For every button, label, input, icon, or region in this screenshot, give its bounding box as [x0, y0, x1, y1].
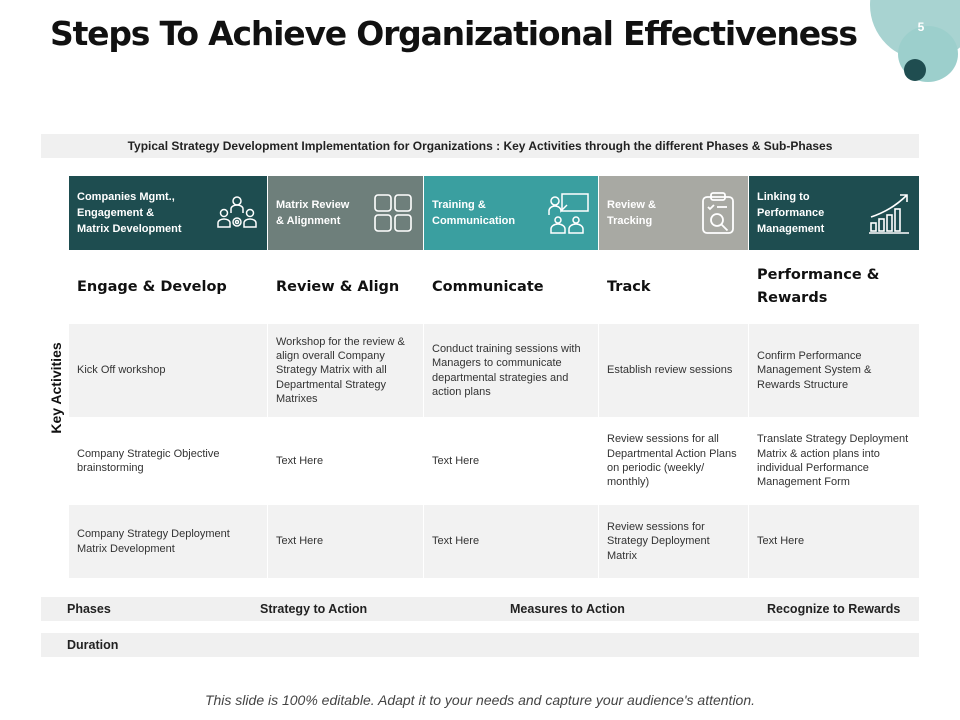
- growth-chart-icon: [867, 191, 911, 235]
- table-caption: Typical Strategy Development Implementation for Organizations : Key Activities through the different Phases & Sub-Phases: [41, 134, 919, 158]
- team-gear-icon: [215, 191, 259, 235]
- phase-header-row: [69, 176, 919, 250]
- table-cell: Confirm Performance Management System & Rewards Structure: [749, 324, 919, 417]
- phases-label: Phases: [67, 602, 111, 616]
- column-header: [599, 176, 749, 250]
- column-header: [424, 176, 599, 250]
- table-cell: Text Here: [424, 417, 599, 505]
- phase-item: Measures to Action: [510, 602, 625, 616]
- duration-bar: [41, 633, 919, 657]
- phase-label: Track: [599, 250, 749, 324]
- table-cell: Text Here: [268, 417, 424, 505]
- table-cell: Text Here: [268, 505, 424, 578]
- footer-note: This slide is 100% editable. Adapt it to your needs and capture your audience's attention.: [204, 692, 756, 708]
- column-header: [749, 176, 919, 250]
- corner-decoration: [860, 0, 960, 90]
- activities-table: [69, 176, 919, 578]
- column-header-text: Companies Mgmt., Engagement & Matrix Development: [77, 191, 182, 235]
- duration-label: Duration: [67, 638, 119, 652]
- column-header-text: Matrix Review & Alignment: [276, 199, 350, 227]
- table-cell: Review sessions for all Departmental Action Plans on periodic (weekly/ monthly): [599, 417, 749, 505]
- phase-label: Engage & Develop: [69, 250, 268, 324]
- phase-label: Performance & Rewards: [749, 250, 919, 324]
- table-row: [69, 324, 919, 417]
- table-cell: Kick Off workshop: [69, 324, 268, 417]
- column-header-text: Review & Tracking: [607, 199, 656, 227]
- slide-title: Steps To Achieve Organizational Effectiveness: [50, 14, 857, 53]
- table-cell: Workshop for the review & align overall Company Strategy Matrix with all Departmental Strategy Matrixes: [268, 324, 424, 417]
- table-cell: Text Here: [749, 505, 919, 578]
- column-header-text: Linking to Performance Management: [757, 191, 825, 235]
- table-cell: Review sessions for Strategy Deployment Matrix: [599, 505, 749, 578]
- table-cell: Company Strategy Deployment Matrix Development: [69, 505, 268, 578]
- grid-icon: [371, 191, 415, 235]
- phase-label: Communicate: [424, 250, 599, 324]
- page-number: 5: [917, 20, 925, 34]
- phases-bar: [41, 597, 919, 621]
- clipboard-search-icon: [696, 191, 740, 235]
- table-cell: Text Here: [424, 505, 599, 578]
- key-activities-label: Key Activities: [48, 342, 64, 434]
- table-row: [69, 505, 919, 578]
- column-header: [268, 176, 424, 250]
- table-cell: Conduct training sessions with Managers to communicate departmental strategies and action plans: [424, 324, 599, 417]
- table-row: [69, 417, 919, 505]
- phase-item: Recognize to Rewards: [767, 602, 901, 616]
- phase-label: Review & Align: [268, 250, 424, 324]
- table-cell: Translate Strategy Deployment Matrix & action plans into individual Performance Management Form: [749, 417, 919, 505]
- table-cell: Establish review sessions: [599, 324, 749, 417]
- presentation-icon: [546, 191, 590, 235]
- column-header-text: Training & Communication: [432, 199, 516, 227]
- column-header: [69, 176, 268, 250]
- table-cell: Company Strategic Objective brainstorming: [69, 417, 268, 505]
- phase-item: Strategy to Action: [260, 602, 368, 616]
- phase-label-row: [69, 250, 919, 324]
